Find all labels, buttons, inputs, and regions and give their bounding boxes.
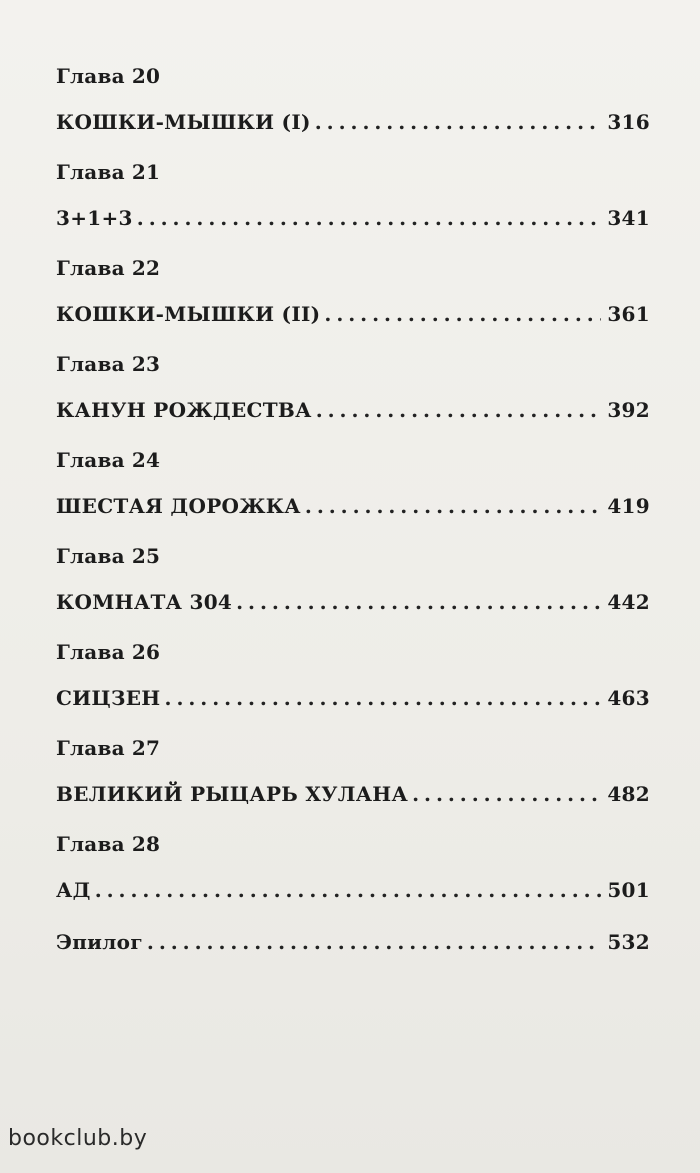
toc-row — [56, 492, 650, 542]
chapter-heading: Глава 20 — [56, 64, 161, 88]
chapter-title: КАНУН РОЖДЕСТВА — [56, 398, 312, 422]
dot-leader — [316, 396, 602, 424]
page-number: 482 — [607, 782, 650, 806]
toc-entry-chapter-23 — [56, 350, 650, 446]
toc-row — [56, 396, 650, 446]
page-number: 463 — [607, 686, 650, 710]
toc-entry-chapter-24 — [56, 446, 650, 542]
dot-leader — [305, 492, 601, 520]
toc-entry-epilogue — [56, 928, 650, 978]
toc-row — [56, 300, 650, 350]
chapter-heading: Глава 28 — [56, 832, 161, 856]
table-of-contents — [56, 62, 650, 978]
dot-leader — [315, 108, 602, 136]
toc-entry-chapter-28 — [56, 830, 650, 926]
page-number: 419 — [607, 494, 650, 518]
dot-leader — [165, 684, 602, 712]
site-watermark: bookclub.by — [8, 1126, 148, 1151]
page-number: 316 — [607, 110, 650, 134]
dot-leader — [137, 204, 602, 232]
toc-row — [56, 108, 650, 158]
toc-entry-chapter-25 — [56, 542, 650, 638]
toc-row — [56, 684, 650, 734]
toc-entry-chapter-22 — [56, 254, 650, 350]
chapter-heading: Глава 23 — [56, 352, 161, 376]
page-number: 532 — [607, 930, 650, 954]
toc-entry-chapter-26 — [56, 638, 650, 734]
toc-row — [56, 876, 650, 926]
chapter-title: КОШКИ-МЫШКИ (II) — [56, 302, 321, 326]
chapter-title: КОШКИ-МЫШКИ (I) — [56, 110, 311, 134]
page-number: 442 — [607, 590, 650, 614]
page-number: 501 — [607, 878, 650, 902]
dot-leader — [412, 780, 601, 808]
chapter-title: 3+1+3 — [56, 206, 133, 230]
toc-entry-chapter-21 — [56, 158, 650, 254]
toc-row — [56, 928, 650, 978]
chapter-title: ШЕСТАЯ ДОРОЖКА — [56, 494, 301, 518]
toc-entry-chapter-27 — [56, 734, 650, 830]
chapter-heading: Глава 21 — [56, 160, 161, 184]
chapter-heading: Глава 25 — [56, 544, 161, 568]
dot-leader — [236, 588, 601, 616]
dot-leader — [324, 300, 601, 328]
toc-row — [56, 780, 650, 830]
chapter-heading: Глава 27 — [56, 736, 161, 760]
page-number: 392 — [607, 398, 650, 422]
chapter-title: ВЕЛИКИЙ РЫЦАРЬ ХУЛАНА — [56, 782, 409, 806]
toc-entry-chapter-20 — [56, 62, 650, 158]
chapter-heading: Глава 22 — [56, 256, 161, 280]
chapter-heading: Глава 24 — [56, 448, 161, 472]
chapter-heading: Глава 26 — [56, 640, 161, 664]
dot-leader — [147, 928, 601, 956]
chapter-title: КОМНАТА 304 — [56, 590, 233, 614]
epilogue-title: Эпилог — [56, 930, 143, 954]
page-number: 361 — [607, 302, 650, 326]
chapter-title: СИЦЗЕН — [56, 686, 161, 710]
page-number: 341 — [607, 206, 650, 230]
chapter-title: АД — [56, 878, 91, 902]
dot-leader — [95, 876, 602, 904]
toc-row — [56, 588, 650, 638]
toc-row — [56, 204, 650, 254]
